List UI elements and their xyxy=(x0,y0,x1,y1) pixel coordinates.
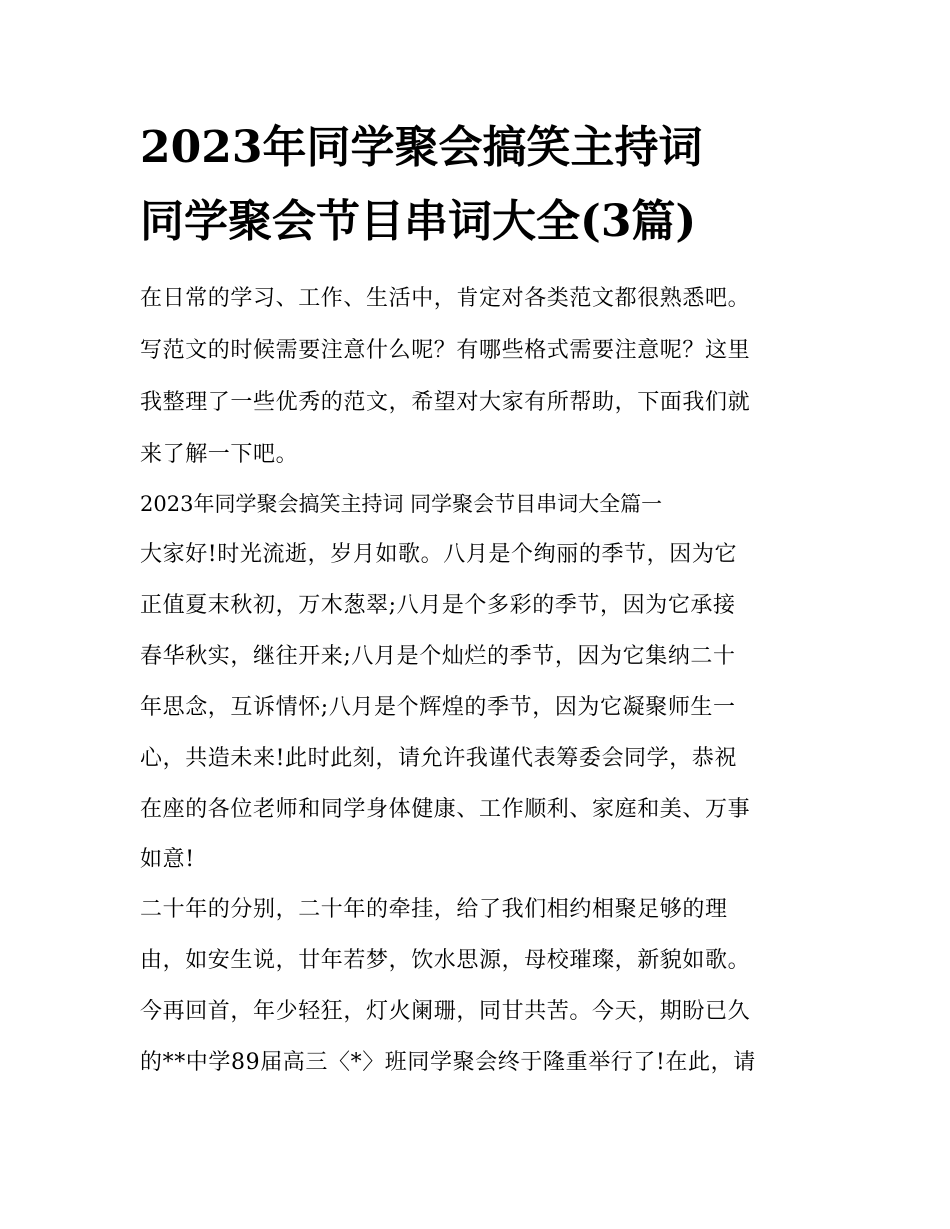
paragraph-line: 由，如安生说，廿年若梦，饮水思源，母校璀璨，新貌如歌。 xyxy=(140,948,751,973)
paragraph-line: 大家好!时光流逝，岁月如歌。八月是个绚丽的季节，因为它 xyxy=(140,542,738,567)
paragraph-line: 如意! xyxy=(140,847,195,872)
paragraph-line: 二十年的分别，二十年的牵挂，给了我们相约相聚足够的理 xyxy=(140,897,728,922)
intro-line: 我整理了一些优秀的范文，希望对大家有所帮助，下面我们就 xyxy=(140,390,751,415)
paragraph-line: 的**中学89届高三〈*〉班同学聚会终于隆重举行了!在此，请 xyxy=(140,1050,756,1075)
paragraph-line: 今再回首，年少轻狂，灯火阑珊，同甘共苦。今天，期盼已久 xyxy=(140,999,751,1024)
intro-line: 在日常的学习、工作、生活中，肯定对各类范文都很熟悉吧。 xyxy=(140,286,751,311)
paragraph-line: 在座的各位老师和同学身体健康、工作顺利、家庭和美、万事 xyxy=(140,797,751,822)
intro-line: 写范文的时候需要注意什么呢？有哪些格式需要注意呢？这里 xyxy=(140,338,751,363)
paragraph-line: 正值夏末秋初，万木葱翠;八月是个多彩的季节，因为它承接 xyxy=(140,593,736,618)
section-heading: 2023年同学聚会搞笑主持词 同学聚会节目串词大全篇一 xyxy=(140,492,663,516)
paragraph-line: 年思念，互诉情怀;八月是个辉煌的季节，因为它凝聚师生一 xyxy=(140,695,736,720)
paragraph-line: 心，共造未来!此时此刻，请允许我谨代表筹委会同学，恭祝 xyxy=(140,746,738,771)
paragraph-line: 春华秋实，继往开来;八月是个灿烂的季节，因为它集纳二十 xyxy=(140,644,736,669)
intro-line: 来了解一下吧。 xyxy=(140,442,299,467)
document-title-line-2: 同学聚会节目串词大全(3篇) xyxy=(140,196,697,247)
document-title-line-1: 2023年同学聚会搞笑主持词 xyxy=(140,122,703,173)
